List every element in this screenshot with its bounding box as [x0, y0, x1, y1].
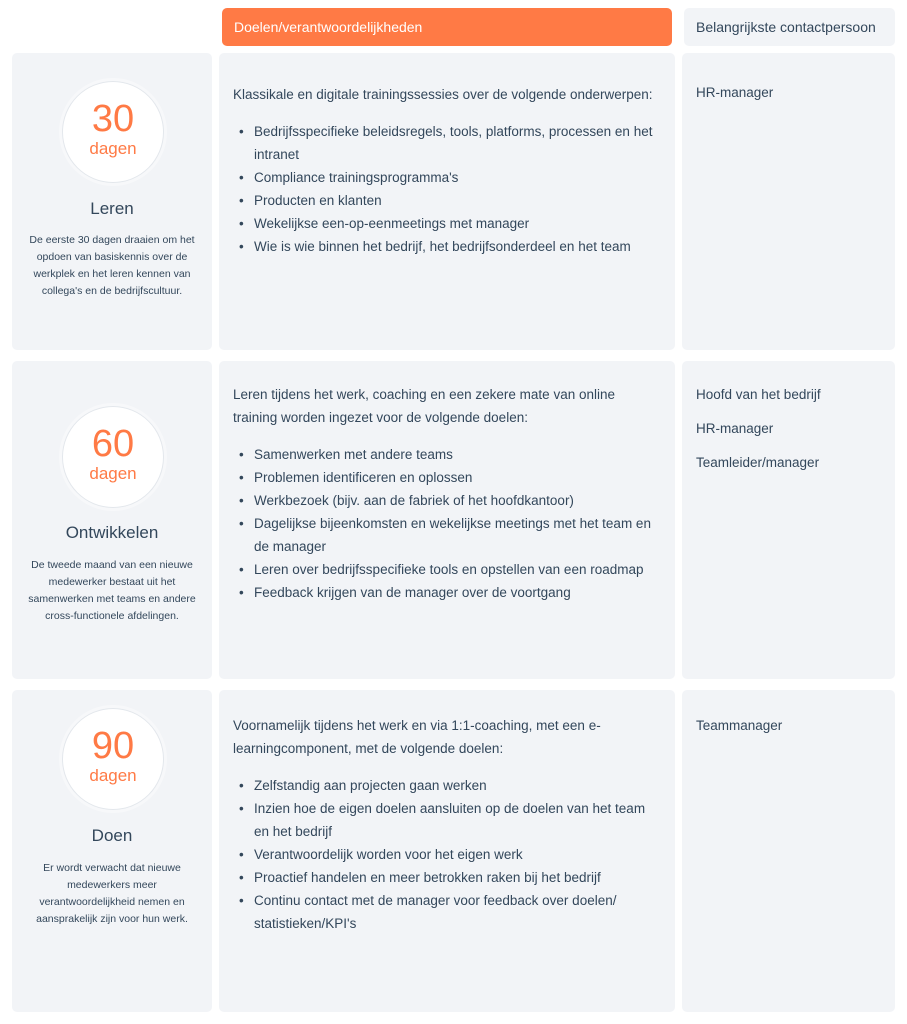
goal-item: • Wekelijkse een-op-eenmeetings met manager — [233, 212, 661, 235]
contact-person: Teamleider/manager — [696, 455, 820, 470]
phase-cell-30 — [12, 53, 212, 350]
phase-description: De tweede maand van een nieuwe medewerker bestaat uit het samenwerken met teams en andere cross-functionele afdelingen. — [28, 559, 196, 622]
goals-column-header: Doelen/verantwoordelijkheden — [222, 8, 672, 46]
goal-item: • Werkbezoek (bijv. aan de fabriek of het hoofdkantoor) — [233, 489, 661, 512]
contact-column-header: Belangrijkste contactpersoon — [684, 8, 895, 46]
goals-cell-60 — [219, 361, 675, 679]
days-number: 90 — [91, 725, 135, 767]
days-badge — [62, 406, 164, 508]
contact-person: Hoofd van het bedrijf — [696, 387, 821, 402]
goals-intro: Klassikale en digitale trainingssessies over de volgende onderwerpen: — [233, 87, 653, 102]
phase-description: De eerste 30 dagen draaien om het opdoen van basiskennis over de werkplek en het leren kennen van collega's en de bedrijfscultuur. — [29, 234, 195, 297]
goal-item: • Problemen identificeren en oplossen — [233, 466, 661, 489]
phase-description: Er wordt verwacht dat nieuwe medewerkers meer verantwoordelijkheid nemen en aansprakelijk zijn voor hun werk. — [36, 862, 188, 925]
contact-person: Teammanager — [696, 718, 783, 733]
goals-cell-30 — [219, 53, 675, 350]
days-badge — [62, 81, 164, 183]
goal-item: • Producten en klanten — [233, 189, 661, 212]
contact-cell-90 — [682, 690, 895, 1012]
goal-item: • Compliance trainingsprogramma's — [233, 166, 661, 189]
goal-item: • Continu contact met de manager voor feedback over doelen/ statistieken/KPI's — [233, 889, 661, 935]
goal-item: • Leren over bedrijfsspecifieke tools en opstellen van een roadmap — [233, 558, 661, 581]
goal-item: • Feedback krijgen van de manager over de voortgang — [233, 581, 661, 604]
contact-person: HR-manager — [696, 85, 774, 100]
goals-cell-90 — [219, 690, 675, 1012]
goal-item: • Dagelijkse bijeenkomsten en wekelijkse meetings met het team en de manager — [233, 512, 661, 558]
goals-intro: Leren tijdens het werk, coaching en een zekere mate van online training worden ingezet voor de volgende doelen: — [233, 387, 615, 425]
goals-list — [233, 443, 661, 604]
days-number: 60 — [91, 423, 135, 465]
days-unit: dagen — [89, 139, 137, 158]
goal-item: • Inzien hoe de eigen doelen aansluiten op de doelen van het team en het bedrijf — [233, 797, 661, 843]
goal-item: • Bedrijfsspecifieke beleidsregels, tools, platforms, processen en het intranet — [233, 120, 661, 166]
days-unit: dagen — [89, 766, 137, 785]
goal-item: • Proactief handelen en meer betrokken raken bij het bedrijf — [233, 866, 661, 889]
days-unit: dagen — [89, 464, 137, 483]
phase-title: Ontwikkelen — [65, 523, 159, 542]
days-number: 30 — [91, 98, 135, 140]
goal-item: • Samenwerken met andere teams — [233, 443, 661, 466]
goal-item: • Zelfstandig aan projecten gaan werken — [233, 774, 661, 797]
goal-item: • Wie is wie binnen het bedrijf, het bedrijfsonderdeel en het team — [233, 235, 661, 258]
days-badge — [62, 708, 164, 810]
contact-cell-30 — [682, 53, 895, 350]
goals-list — [233, 774, 661, 935]
phase-cell-90 — [12, 690, 212, 1012]
phase-title: Doen — [91, 826, 133, 845]
goals-list — [233, 120, 661, 258]
goals-intro: Voornamelijk tijdens het werk en via 1:1-coaching, met een e-learningcomponent, met de volgende doelen: — [233, 718, 601, 756]
phase-title: Leren — [90, 199, 134, 218]
phase-cell-60 — [12, 361, 212, 679]
goal-item: • Verantwoordelijk worden voor het eigen werk — [233, 843, 661, 866]
contact-cell-60 — [682, 361, 895, 679]
contact-person: HR-manager — [696, 421, 774, 436]
